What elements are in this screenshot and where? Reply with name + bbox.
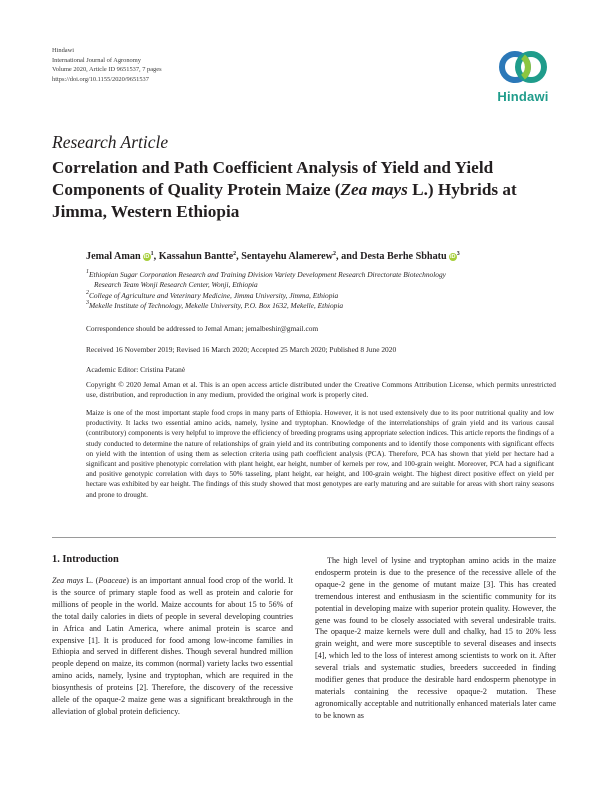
author-and: and	[341, 251, 358, 262]
hindawi-rings-icon	[498, 46, 548, 88]
doi-link[interactable]: https://doi.org/10.1155/2020/9651537	[52, 75, 149, 83]
abstract: Maize is one of the most important staple food crops in many parts of Ethiopia. However, it is not used extensively due to its poor nutritional quality and low productivity. It lacks two essential amino acids, namely, lysine and tryptophan. Knowledge of the interrelationships of grain yield and its various causal (contributory) components is very helpful to improve the efficiency of breeding programs using appropriate selection indices. This article reports the findings of a study conducted to determine the nature of relationships of grain yield and its contributing components and to identify those components with significant effects on yield with the intention of using them as selection criteria using path coefficient analysis (PCA). Therefore, PCA has shown that yield per hectare had a significant and positive phenotypic correlation with plant height, ear height, number of kernels per row, and 100-grain weight. Moreover, PCA had a significant and positive genotypic correlation with days to 50% tasseling, plant height, ear height, and 100-grain weight. The highest direct positive effect on yield per hectare was exhibited by ear height. The findings of this study showed that most genotypes are early maturing and are suitable for areas with short rainy seasons and prone to drought.	[86, 409, 554, 499]
intro-right-column: The high level of lysine and tryptophan amino acids in the maize endosperm protein is due to the presence of the recessive allele of the opaque-2 gene in the genome of mutant maize [3]. This has created tremendous interest and enthusiasm in the scientific community for its potential in developing maize with superior protein quality. However, the gene was found to be closely associated with several undesirable traits. The opaque-2 maize kernels were dull and chalky, had 15 to 20% less grain weight, and were more susceptible to several diseases and insects [4], which led to the loss of interest among scientists to work on it. After several trials and systematic studies, breeders succeeded in finding modifier genes that produce the desirable hard endosperm phenotype in materials containing the recessive opaque-2 mutation. These agronomically acceptable and nutritionally enhanced materials later came to be known as	[315, 556, 556, 720]
author-affil-sup: 1	[150, 251, 154, 257]
orcid-icon[interactable]: iD	[143, 254, 150, 260]
affil-text: College of Agriculture and Veterinary Medicine, Jimma University, Jimma, Ethiopia	[89, 290, 339, 300]
academic-editor: Academic Editor: Cristina Patanè	[86, 365, 186, 374]
orcid-icon[interactable]: iD	[449, 254, 456, 260]
family-name: Poaceae	[98, 576, 127, 585]
article-type: Research Article	[52, 132, 169, 152]
affil-sup: 1	[86, 269, 89, 275]
title-part-1: Correlation and Path Coefficient Analysis of Yield and Yield Components of Quality Protein Maize (	[52, 158, 494, 199]
author-name: Kassahun Bantte	[158, 251, 234, 262]
author-name: Jemal Aman	[86, 251, 141, 262]
journal-header	[52, 46, 352, 84]
intro-left-column	[52, 575, 293, 718]
affil-text: Ethiopian Sugar Corporation Research and Training Division Variety Development Research Directorate Biotechnology	[89, 270, 446, 279]
author-separator: ,	[236, 251, 239, 262]
author-name: Desta Berhe Sbhatu	[360, 251, 447, 262]
section-heading-introduction: 1. Introduction	[52, 554, 119, 565]
logo-wordmark: Hindawi	[497, 89, 549, 104]
author-separator: ,	[336, 251, 339, 262]
affiliation-3	[86, 301, 556, 311]
author-name: Sentayehu Alamerew	[241, 251, 334, 262]
title-species: Zea mays	[340, 180, 408, 199]
author-affil-sup: 3	[456, 251, 460, 257]
affil-sup: 3	[86, 300, 89, 307]
publisher-name: Hindawi	[52, 47, 75, 54]
affiliation-1	[86, 270, 556, 280]
intro-text: L. (	[83, 576, 99, 585]
affiliation-2	[86, 291, 556, 301]
hindawi-logo	[490, 46, 556, 108]
author-affil-sup: 2	[333, 251, 337, 257]
title-part-2: L.) Hybrids at Jimma, Western Ethiopia	[52, 180, 517, 221]
author-list	[86, 251, 586, 262]
author-separator: ,	[153, 251, 157, 262]
article-dates: Received 16 November 2019; Revised 16 March 2020; Accepted 25 March 2020; Published 8 June 2020	[86, 345, 397, 354]
article-title	[52, 157, 572, 223]
volume-line: Volume 2020, Article ID 9651537, 7 pages	[52, 66, 162, 74]
copyright-notice: Copyright © 2020 Jemal Aman et al. This is an open access article distributed under the Creative Commons Attribution License, which permits unrestricted use, distribution, and reproduction in any medium, provided the original work is properly cited.	[86, 380, 556, 400]
intro-text: ) is an important annual food crop of the world. It is the source of primary staple food as well as protein and calorie for millions of people in the world. Maize accounts for about 15 to 56% of the total daily calories in diets of people in several developing countries in Africa and Latin America, where animal protein is scarce and expensive [1]. It is produced for food among low-income families in Ethiopia and served in different dishes. Though several hundred million people depend on maize, its common (normal) variety lacks two essential amino acids, namely, lysine and tryptophan, which are required in the biosynthesis of proteins [2]. Therefore, the discovery of the recessive allele of the opaque-2 maize gene was a significant breakthrough in the alleviation of global protein deficiency.	[52, 576, 293, 716]
author-affil-sup: 2	[233, 251, 237, 257]
journal-name: International Journal of Agronomy	[52, 56, 141, 64]
species-name: Zea mays	[52, 576, 84, 585]
affil-text: Mekelle Institute of Technology, Mekelle University, P.O. Box 1632, Mekelle, Ethiopia	[89, 301, 344, 311]
section-divider	[52, 537, 556, 538]
affiliations	[86, 270, 556, 312]
affil-sup: 2	[86, 289, 89, 296]
correspondence: Correspondence should be addressed to Jemal Aman; jemalbeshir@gmail.com	[86, 324, 319, 333]
affiliation-1-cont: Research Team Wonji Research Center, Wonji, Ethiopia	[94, 280, 258, 290]
